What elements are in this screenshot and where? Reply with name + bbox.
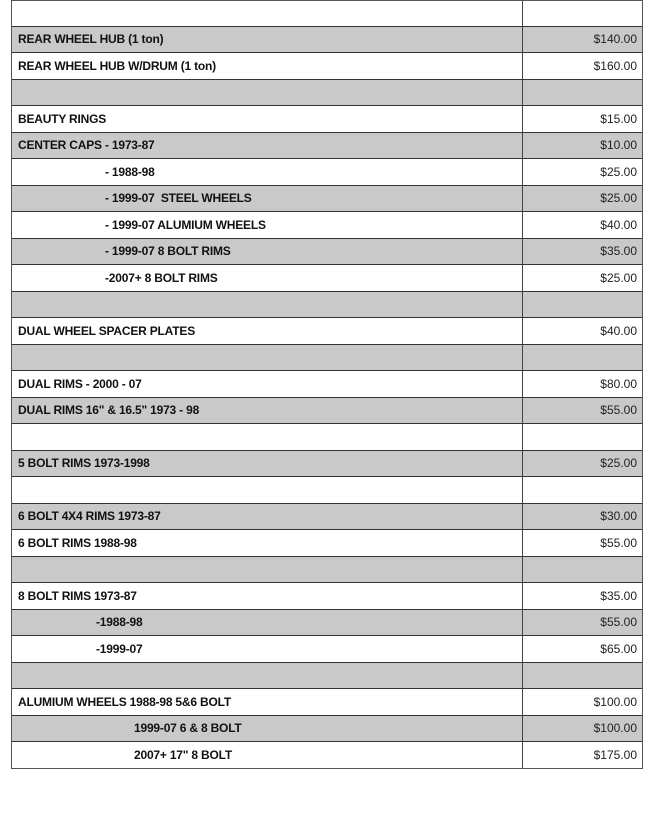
item-cell: 6 BOLT 4X4 RIMS 1973-87 bbox=[12, 504, 523, 530]
item-cell: 6 BOLT RIMS 1988-98 bbox=[12, 530, 523, 556]
table-row bbox=[12, 477, 642, 504]
item-cell: - 1999-07 ALUMIUM WHEELS bbox=[12, 212, 523, 238]
table-row bbox=[12, 318, 642, 345]
item-cell: DUAL RIMS 16" & 16.5" 1973 - 98 bbox=[12, 398, 523, 424]
table-row bbox=[12, 663, 642, 690]
price-cell: $10.00 bbox=[600, 138, 637, 153]
price-cell bbox=[523, 663, 642, 689]
price-cell: $175.00 bbox=[593, 747, 637, 762]
item-cell: REAR WHEEL HUB (1 ton) bbox=[12, 27, 523, 53]
table-row bbox=[12, 345, 642, 372]
table-row bbox=[12, 0, 642, 27]
table-row bbox=[12, 265, 642, 292]
item-cell: -2007+ 8 BOLT RIMS bbox=[12, 265, 523, 291]
item-cell bbox=[12, 345, 523, 371]
price-cell: $140.00 bbox=[593, 32, 637, 47]
item-cell bbox=[12, 424, 523, 450]
item-cell bbox=[12, 1, 523, 26]
price-cell bbox=[523, 477, 642, 503]
price-cell: $30.00 bbox=[600, 509, 637, 524]
table-row bbox=[12, 451, 642, 478]
price-cell bbox=[523, 557, 642, 583]
table-row bbox=[12, 716, 642, 743]
table-row bbox=[12, 106, 642, 133]
item-cell: 5 BOLT RIMS 1973-1998 bbox=[12, 451, 523, 477]
item-cell: DUAL RIMS - 2000 - 07 bbox=[12, 371, 523, 397]
price-cell: $55.00 bbox=[600, 615, 637, 630]
table-row bbox=[12, 212, 642, 239]
price-cell: $40.00 bbox=[600, 217, 637, 232]
item-cell bbox=[12, 477, 523, 503]
price-cell bbox=[523, 424, 642, 450]
item-cell: CENTER CAPS - 1973-87 bbox=[12, 133, 523, 159]
item-cell: - 1988-98 bbox=[12, 159, 523, 185]
item-cell bbox=[12, 292, 523, 318]
price-cell: $100.00 bbox=[593, 721, 637, 736]
price-cell bbox=[523, 292, 642, 318]
table-row bbox=[12, 689, 642, 716]
table-row bbox=[12, 557, 642, 584]
table-row bbox=[12, 239, 642, 266]
item-cell: 2007+ 17" 8 BOLT bbox=[12, 742, 523, 768]
price-cell: $25.00 bbox=[600, 270, 637, 285]
price-cell: $25.00 bbox=[600, 191, 637, 206]
price-cell bbox=[523, 345, 642, 371]
table-row bbox=[12, 133, 642, 160]
price-cell: $55.00 bbox=[600, 535, 637, 550]
table-row bbox=[12, 398, 642, 425]
price-cell bbox=[523, 1, 642, 26]
table-row bbox=[12, 159, 642, 186]
price-cell: $80.00 bbox=[600, 376, 637, 391]
item-cell: - 1999-07 8 BOLT RIMS bbox=[12, 239, 523, 265]
table-row bbox=[12, 636, 642, 663]
table-row bbox=[12, 424, 642, 451]
table-row bbox=[12, 53, 642, 80]
price-cell: $65.00 bbox=[600, 641, 637, 656]
table-row bbox=[12, 292, 642, 319]
price-cell bbox=[523, 80, 642, 106]
price-cell: $25.00 bbox=[600, 456, 637, 471]
price-cell: $40.00 bbox=[600, 323, 637, 338]
item-cell bbox=[12, 80, 523, 106]
item-cell: 1999-07 6 & 8 BOLT bbox=[12, 716, 523, 742]
table-row bbox=[12, 742, 642, 769]
price-cell: $35.00 bbox=[600, 244, 637, 259]
price-list-table bbox=[11, 0, 643, 769]
price-cell: $35.00 bbox=[600, 588, 637, 603]
item-cell: DUAL WHEEL SPACER PLATES bbox=[12, 318, 523, 344]
price-cell: $15.00 bbox=[600, 111, 637, 126]
table-row bbox=[12, 530, 642, 557]
item-cell bbox=[12, 663, 523, 689]
item-cell bbox=[12, 557, 523, 583]
item-cell: -1999-07 bbox=[12, 636, 523, 662]
table-row bbox=[12, 80, 642, 107]
item-cell: -1988-98 bbox=[12, 610, 523, 636]
price-cell: $55.00 bbox=[600, 403, 637, 418]
item-cell: REAR WHEEL HUB W/DRUM (1 ton) bbox=[12, 53, 523, 79]
item-cell: BEAUTY RINGS bbox=[12, 106, 523, 132]
item-cell: ALUMIUM WHEELS 1988-98 5&6 BOLT bbox=[12, 689, 523, 715]
table-row bbox=[12, 186, 642, 213]
price-cell: $25.00 bbox=[600, 164, 637, 179]
table-row bbox=[12, 583, 642, 610]
item-cell: - 1999-07 STEEL WHEELS bbox=[12, 186, 523, 212]
table-row bbox=[12, 610, 642, 637]
table-row bbox=[12, 504, 642, 531]
item-cell: 8 BOLT RIMS 1973-87 bbox=[12, 583, 523, 609]
price-cell: $100.00 bbox=[593, 694, 637, 709]
price-cell: $160.00 bbox=[593, 58, 637, 73]
table-row bbox=[12, 27, 642, 54]
table-row bbox=[12, 371, 642, 398]
